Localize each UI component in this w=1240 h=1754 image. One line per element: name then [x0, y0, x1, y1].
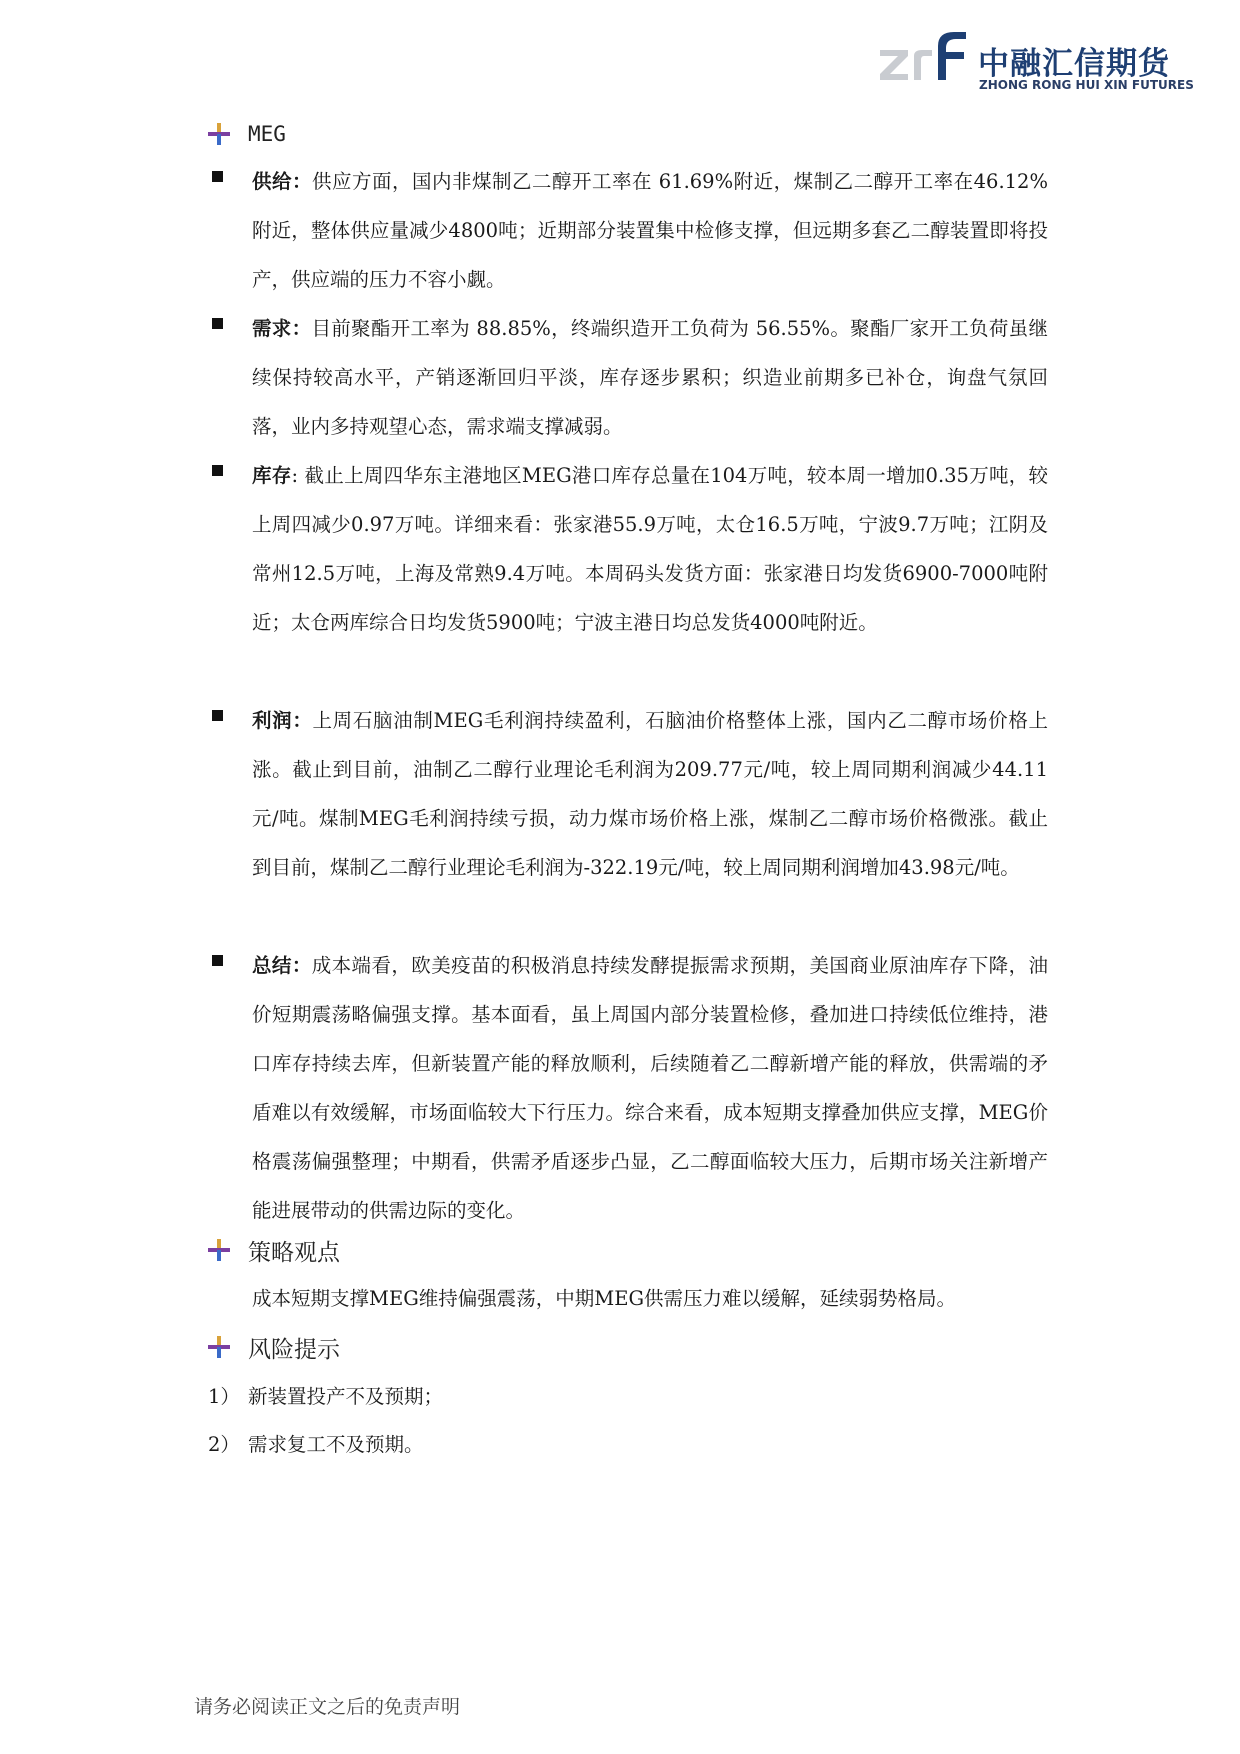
heading-marker-icon — [208, 1336, 230, 1358]
bullet-body: 上周石脑油制MEG毛利润持续盈利，石脑油价格整体上涨，国内乙二醇市场价格上涨。截止到目前，油制乙二醇行业理论毛利润为209.77元/吨，较上周同期利润减少44.11元/吨。煤制MEG毛利润持续亏损，动力煤市场价格上涨，煤制乙二醇市场价格微涨。截止到目前，煤制乙二醇行业理论毛利润为-322.19元/吨，较上周同期利润增加43.98元/吨。 — [252, 709, 1048, 879]
bullet-body: : 截止上周四华东主港地区MEG港口库存总量在104万吨，较本周一增加0.35万吨，较上周四减少0.97万吨。详细来看：张家港55.9万吨，太仓16.5万吨，宁波9.7万吨；江阴及常州12.5万吨，上海及常熟9.4万吨。本周码头发货方面：张家港日均发货6900-7000吨附近；太仓两库综合日均发货5900吨；宁波主港日均总发货4000吨附近。 — [252, 464, 1048, 634]
bullet-square-icon — [212, 710, 223, 721]
bullet-text — [252, 157, 1048, 304]
risk-text: 新装置投产不及预期； — [248, 1385, 444, 1408]
bullet-label: 需求： — [252, 317, 312, 340]
section-heading-risk — [208, 1329, 340, 1365]
bullet-text — [252, 451, 1048, 647]
bullet-text — [252, 304, 1048, 451]
company-logo — [880, 28, 1194, 98]
bullet-body: 供应方面，国内非煤制乙二醇开工率在 61.69%附近，煤制乙二醇开工率在46.12%附近，整体供应量减少4800吨；近期部分装置集中检修支撑，但远期多套乙二醇装置即将投产，供应端的压力不容小觑。 — [252, 170, 1048, 291]
bullet-label: 供给： — [252, 170, 313, 193]
risk-item — [208, 1372, 443, 1421]
bullet-supply — [208, 157, 1048, 304]
bullet-square-icon — [212, 171, 223, 182]
bullet-body: 目前聚酯开工率为 88.85%，终端织造开工负荷为 56.55%。聚酯厂家开工负荷虽继续保持较高水平，产销逐渐回归平淡，库存逐步累积；织造业前期多已补仓，询盘气氛回落，业内多持观望心态，需求端支撑减弱。 — [252, 317, 1048, 438]
section-title: 风险提示 — [248, 1336, 340, 1363]
bullet-text — [252, 696, 1048, 892]
bullet-profit — [208, 696, 1048, 892]
logo-chinese-name: 中融汇信期货 — [978, 46, 1170, 82]
disclaimer-footer: 请务必阅读正文之后的免责声明 — [194, 1696, 461, 1718]
zrf-logo-mark-icon — [880, 28, 972, 98]
risk-item — [208, 1420, 424, 1469]
bullet-text — [252, 941, 1048, 1235]
section-title: 策略观点 — [248, 1239, 340, 1266]
bullet-body: 成本端看，欧美疫苗的积极消息持续发酵提振需求预期，美国商业原油库存下降，油价短期震荡略偏强支撑。基本面看，虽上周国内部分装置检修，叠加进口持续低位维持，港口库存持续去库，但新装置产能的释放顺利，后续随着乙二醇新增产能的释放，供需端的矛盾难以有效缓解，市场面临较大下行压力。综合来看，成本短期支撑叠加供应支撑，MEG价格震荡偏强整理；中期看，供需矛盾逐步凸显，乙二醇面临较大压力，后期市场关注新增产能进展带动的供需边际的变化。 — [252, 954, 1048, 1222]
section-heading-meg — [208, 116, 286, 152]
bullet-label: 利润： — [252, 709, 313, 732]
bullet-label: 库存 — [252, 464, 292, 487]
bullet-inventory — [208, 451, 1048, 647]
logo-english-name: ZHONG RONG HUI XIN FUTURES — [979, 78, 1194, 92]
section-title: MEG — [248, 122, 286, 146]
risk-number: 2） — [208, 1433, 240, 1456]
risk-text: 需求复工不及预期。 — [248, 1433, 424, 1456]
heading-marker-icon — [208, 1239, 230, 1261]
bullet-demand — [208, 304, 1048, 451]
risk-number: 1） — [208, 1385, 240, 1408]
bullet-square-icon — [212, 318, 223, 329]
section-heading-strategy — [208, 1232, 340, 1268]
bullet-label: 总结： — [252, 954, 312, 977]
bullet-square-icon — [212, 465, 223, 476]
bullet-square-icon — [212, 955, 223, 966]
heading-marker-icon — [208, 123, 230, 145]
strategy-text: 成本短期支撑MEG维持偏强震荡，中期MEG供需压力难以缓解，延续弱势格局。 — [252, 1287, 957, 1310]
bullet-summary — [208, 941, 1048, 1235]
